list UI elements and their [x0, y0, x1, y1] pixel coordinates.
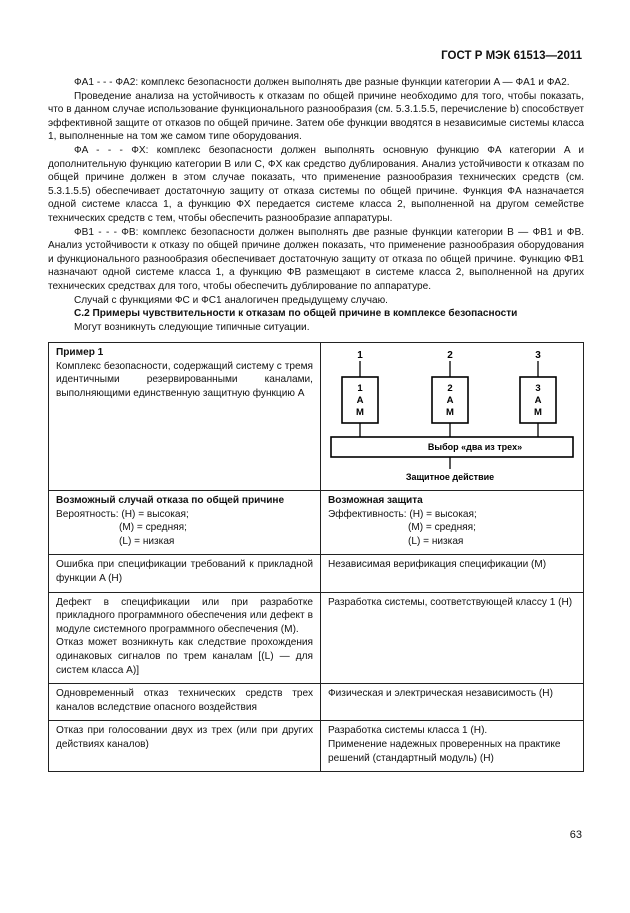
failure-text-extra: Отказ может возникнуть как следствие прохождения одинаковых сигналов по трем каналам [(L) — для систем класса A)]	[56, 637, 313, 676]
protection-cell	[321, 721, 584, 772]
channel-number: 3	[535, 350, 541, 361]
effectiveness-line: (M) = средняя;	[408, 522, 476, 534]
section-heading: C.2 Примеры чувствительности к отказам по общей причине в комплексе безопасности	[74, 308, 518, 320]
effectiveness-line: (L) = низкая	[408, 535, 464, 547]
intro-text: Могут возникнуть следующие типичные ситуации.	[74, 321, 310, 333]
paragraph: ФA1 - - - ФA2: комплекс безопасности должен выполнять две разные функции категории A — ФA1 и ФA2.	[74, 77, 570, 88]
failure-cell	[49, 555, 321, 592]
protection-text: Независимая верификация спецификации (M)	[328, 559, 547, 571]
protection-text: Разработка системы, соответствующей классу 1 (H)	[328, 596, 573, 608]
protection-cell	[321, 592, 584, 684]
protection-cell	[321, 555, 584, 592]
box-label: A	[534, 395, 542, 406]
page-number: 63	[569, 829, 582, 841]
paragraph: Случай с функциями ФC и ФC1 аналогичен предыдущему случаю.	[74, 294, 388, 306]
failure-text: Отказ при голосовании двух из трех (или при других действиях каналов)	[56, 725, 313, 750]
probability-line: (M) = средняя;	[119, 522, 187, 534]
table-row	[49, 684, 584, 721]
ccf-table	[48, 342, 584, 772]
table-row	[49, 555, 584, 592]
example-cell	[49, 343, 321, 491]
failure-header-title: Возможный случай отказа по общей причине	[56, 495, 285, 506]
protection-cell	[321, 684, 584, 721]
table-row	[49, 491, 584, 555]
table-row	[49, 721, 584, 772]
box-label: M	[446, 407, 454, 418]
protection-text: Физическая и электрическая независимость (H)	[328, 688, 553, 700]
box-label: 2	[447, 383, 453, 394]
failure-cell	[49, 592, 321, 684]
box-label: M	[356, 407, 364, 418]
table-row	[49, 592, 584, 684]
failure-cell	[49, 721, 321, 772]
paragraph: ФA - - - ФX: комплекс безопасности должен выполнять основную функцию ФA категории A и дополнительную функцию категории B или C, ФX как средство дублирования. Анализ устойчивости к отказам по общей причине должен в этом случае показать, что применение разнообразия технических средств (см. 5.3.1.5.5) обеспечивает достаточную защиту от отказа системы по общей причине. Функция ФA назначается одной системе класса 1, а функцию ФX передается системе класса 2, выполненной на другом семействе технических средств с тем, чтобы обеспечить разнообразие аппаратуры.	[48, 144, 584, 224]
box-label: M	[534, 407, 542, 418]
document-header: ГОСТ Р МЭК 61513—2011	[441, 50, 582, 62]
failure-text: Одновременный отказ технических средств трех каналов вследствие опасного воздействия	[56, 688, 313, 713]
box-label: A	[446, 395, 454, 406]
protection-header	[321, 491, 584, 555]
box-label: 3	[535, 383, 541, 394]
diagram-cell	[321, 343, 584, 491]
probability-line: Вероятность: (H) = высокая;	[56, 508, 189, 520]
body-text	[48, 76, 584, 334]
paragraph: Проведение анализа на устойчивость к отказам по общей причине необходимо для того, чтобы показать, что в данном случае использование функционального разнообразия (см. 5.3.1.5.5, перечисление b) способствует эффективной защите от отказов по общей причине. Затем обе функции вводятся в независимые системы класса 1, выполненные на том же самом типе оборудования.	[48, 90, 584, 143]
box-label: A	[356, 395, 364, 406]
failure-cell	[49, 684, 321, 721]
voter-label: Выбор «два из трех»	[427, 442, 523, 452]
channel-diagram	[325, 345, 579, 483]
output-label: Защитное действие	[405, 472, 495, 482]
channel-number: 1	[357, 350, 363, 361]
protection-text-extra: Применение надежных проверенных на практике решений (стандартный модуль) (H)	[328, 738, 561, 764]
failure-text: Ошибка при спецификации требований к прикладной функции A (H)	[56, 559, 313, 584]
probability-line: (L) = низкая	[119, 535, 175, 547]
failure-header	[49, 491, 321, 555]
protection-header-title: Возможная защита	[328, 495, 423, 506]
channel-number: 2	[447, 350, 453, 361]
effectiveness-line: Эффективность: (H) = высокая;	[328, 508, 477, 520]
box-label: 1	[357, 383, 363, 394]
example-title: Пример 1	[56, 347, 104, 358]
example-text: Комплекс безопасности, содержащий систему с тремя идентичными резервированными каналами, выполняющими единственную защитную функцию A	[56, 360, 313, 399]
protection-text: Разработка системы класса 1 (H).	[328, 725, 488, 737]
table-row	[49, 343, 584, 491]
paragraph: ФB1 - - - ФB: комплекс безопасности должен выполнять две разные функции категории B — ФB1 и ФB. Анализ устойчивости к отказу по общей причине должен показать, что применение разнообразия оборудования и функционального разнообразия обеспечивает достаточную защиту от отказа по общей причине. Функцию ФB1 назначают одной системе класса 1, а функцию ФB размещают в системе класса 2, выполненной на других технических средствах для того, чтобы обеспечить дублирование по аппаратуре.	[48, 226, 584, 292]
failure-text: Дефект в спецификации или при разработке прикладного программного обеспечения или дефект в модуле системного программного обеспечения (M).	[56, 596, 313, 635]
